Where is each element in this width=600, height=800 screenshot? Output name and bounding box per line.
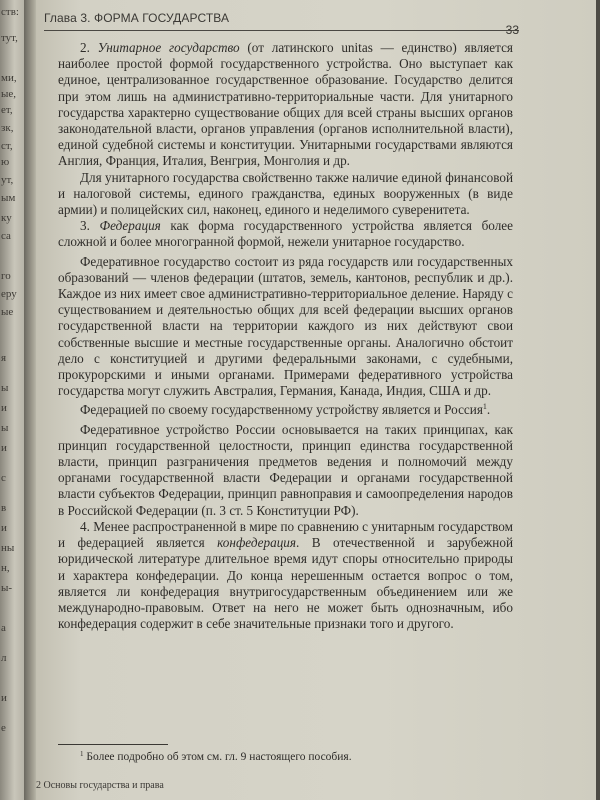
left-page-fragment: ми, bbox=[1, 72, 17, 84]
paragraph-text: Федеративное устройство России основывается на таких принципах, как принцип государственной целостности, принцип единства государственной власти, принцип разграничения предметов ведения и полномочий между органами государственной власти Федерации и органами государственной власти субъектов Федерации, принцип равноправия и самоопределения народов в Российской Федерации (п. 3 ст. 5 Конституции РФ). bbox=[58, 421, 513, 518]
italic-term: Федерация bbox=[99, 218, 161, 234]
left-page-fragment: ет, bbox=[1, 104, 13, 116]
paragraph bbox=[58, 218, 513, 250]
paragraph-text: Для унитарного государства свойственно также наличие единой финансовой и налоговой системы, единого гражданства, единых вооруженных (в виде армии) и полицейских сил, наконец, единого и неделимого суверенитета. bbox=[58, 169, 513, 218]
chapter-title: Глава 3. ФОРМА ГОСУДАРСТВА bbox=[44, 11, 230, 25]
left-page-fragment: и bbox=[1, 522, 7, 534]
paragraph-text: 3. bbox=[80, 218, 100, 234]
left-page-fragment: ут, bbox=[1, 174, 14, 186]
left-page-fragment: ы- bbox=[1, 582, 13, 594]
paragraph-text: . В отечественной и зарубежной юридической литературе длительное время идут споры относительно природы и характера конфедерации. До конца нерешенным остается вопрос о том, является ли конфедерация внутригосударственным объединением или же международно-правовым. Ответ на него не может быть однозначным, ибо конфедерация содержит в себе значительные признаки того и другого. bbox=[58, 535, 514, 632]
left-page-fragment: го bbox=[1, 270, 11, 282]
paragraph-text: как форма государственного устройства является более сложной и более многогранной формой, нежели унитарное государство. bbox=[58, 218, 513, 250]
paragraph bbox=[58, 40, 513, 170]
italic-term: конфедерация bbox=[217, 535, 297, 551]
left-page-fragment: ку bbox=[1, 212, 12, 224]
left-page-fragment: и bbox=[1, 442, 7, 454]
paragraph-text: Федеративное государство состоит из ряда государств или государственных образований — членов федерации (штатов, земель, кантонов, республик и др.). Каждое из них имеет свое административно-территориальное деление. Наряду с существованием и деятельностью общих для всей федерации высших органов государственной власти на территории каждого из них действуют свои собственные высшие и местные государственные органы. Аналогично обстоит дело с конституцией и другими федеральными законами, с судебными, прокурорскими и иными органами. Примерами федеративного устройства государства могут служить Австралия, Германия, Канада, Индия, США и др. bbox=[58, 253, 513, 399]
signature-mark: 2 Основы государства и права bbox=[36, 780, 164, 791]
paragraph-text: (от латинского unitas — единство) является наиболее простой формой государственного устройства. Оно выступает как единое, централизованное государственное образование. Государство делится при этом лишь на административно-территориальные части. Для унитарного государства характерно существование общих для всей страны высших органов законодательной власти, органов управления (органов исполнительной власти), единой судебной системы и конституции. Унитарными государствами являются Англия, Франция, Италия, Венгрия, Монголия и др. bbox=[58, 40, 513, 169]
page-number: 33 bbox=[505, 23, 519, 37]
left-page-fragment: еру bbox=[1, 288, 17, 300]
paragraph-text: . bbox=[486, 402, 491, 418]
left-page-edge bbox=[0, 0, 24, 800]
paragraph bbox=[58, 422, 513, 519]
paragraph-text: 2. bbox=[80, 40, 98, 55]
paragraph-text: Федерацией по своему государственному устройству является и Россия bbox=[80, 402, 483, 418]
left-page-fragment: ы bbox=[1, 422, 9, 434]
left-page-fragment: ые, bbox=[1, 88, 17, 100]
footnote-text: Более подробно об этом см. гл. 9 настоящего пособия. bbox=[86, 751, 352, 763]
left-page-fragment: ств: bbox=[1, 6, 19, 18]
left-page-fragment: н, bbox=[1, 562, 10, 574]
left-page-fragment: с bbox=[1, 472, 6, 484]
paragraph bbox=[58, 170, 513, 219]
footnote bbox=[80, 750, 510, 764]
left-page-fragment: ы bbox=[1, 382, 9, 394]
left-page-fragment: ые bbox=[1, 306, 14, 318]
running-head bbox=[44, 8, 519, 37]
footnote-marker: 1 bbox=[80, 750, 84, 758]
left-page-fragment: зк, bbox=[1, 122, 14, 134]
left-page-fragment: е bbox=[1, 722, 6, 734]
left-page-fragment: ым bbox=[1, 192, 16, 204]
paragraph bbox=[58, 519, 513, 632]
book-page bbox=[36, 0, 596, 800]
left-page-fragment: тут, bbox=[1, 32, 18, 44]
left-page-fragment: ст, bbox=[1, 140, 13, 152]
paragraph bbox=[58, 254, 513, 400]
left-page-fragment: и bbox=[1, 692, 7, 704]
left-page-fragment: ю bbox=[1, 156, 10, 168]
left-page-fragment: са bbox=[1, 230, 11, 242]
body-text bbox=[58, 40, 513, 632]
footnote-rule bbox=[58, 744, 168, 745]
italic-term: Унитарное государство bbox=[97, 40, 240, 55]
left-page-fragment: л bbox=[1, 652, 7, 664]
footnote-ref: 1 bbox=[482, 402, 487, 412]
paragraph-text: 4. Менее распространенной в мире по сравнению с унитарным государством и федерацией является bbox=[58, 518, 513, 551]
left-page-fragment: а bbox=[1, 622, 6, 634]
paragraph bbox=[58, 402, 513, 418]
left-page-fragment: в bbox=[1, 502, 7, 514]
left-page-fragment: ны bbox=[1, 542, 15, 554]
left-page-fragment: и bbox=[1, 402, 7, 414]
left-page-fragment: я bbox=[1, 352, 7, 364]
